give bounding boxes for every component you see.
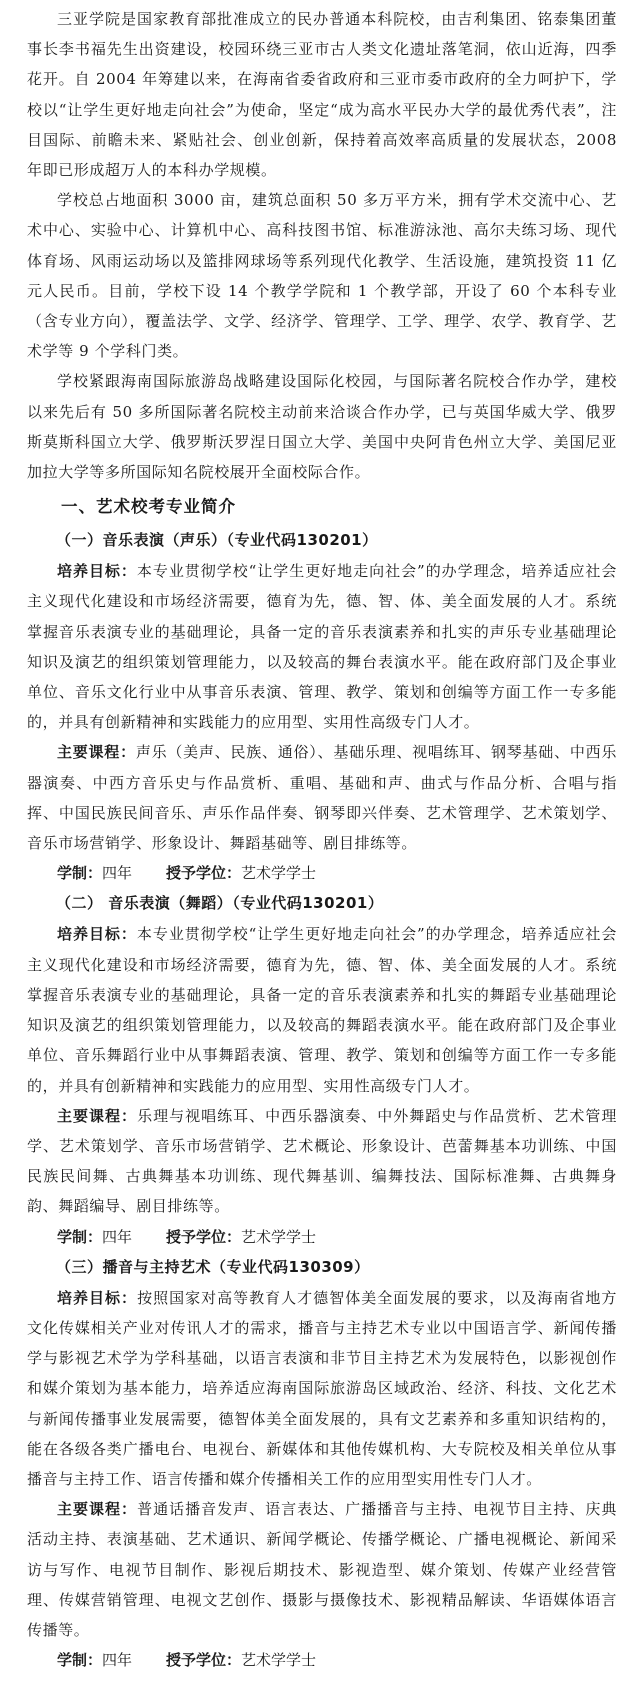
- major-title: （三）播音与主持艺术（专业代码130309）: [56, 1257, 370, 1276]
- duration-value: 四年: [102, 1651, 133, 1670]
- document-page: [27, 4, 617, 1675]
- duration-value: 四年: [102, 864, 133, 883]
- courses-text: 声乐（美声、民族、通俗）、基础乐理、视唱练耳、钢琴基础、中西乐器演奏、中西方音乐史与作品赏析、重唱、基础和声、曲式与作品分析、合唱与指挥、中国民族民间音乐、声乐作品伴奏、钢琴即兴伴奏、艺术管理学、艺术策划学、音乐市场营销学、形象设计、舞蹈基础等、剧目排练等。: [27, 743, 617, 853]
- courses-label: 主要课程：: [57, 1500, 138, 1519]
- courses-text: 普通话播音发声、语言表达、广播播音与主持、电视节目主持、庆典活动主持、表演基础、艺术通识、新闻学概论、传播学概论、广播电视概论、新闻采访与写作、电视节目制作、影视后期技术、影视造型、媒介策划、传媒产业经营管理、传媒营销管理、电视文艺创作、摄影与摄像技术、影视精品解读、华语媒体语言传播等。: [27, 1500, 617, 1639]
- duration-label: 学制：: [57, 1227, 103, 1246]
- degree-label: 授予学位：: [166, 864, 242, 883]
- goal-text: 本专业贯彻学校“让学生更好地走向社会”的办学理念，培养适应社会主义现代化建设和市场经济需要，德育为先，德、智、体、美全面发展的人才。系统掌握音乐表演专业的基础理论，具备一定的音乐表演素养和扎实的舞蹈专业基础理论知识及演艺的组织策划管理能力，以及较高的舞蹈表演水平。能在政府部门及企事业单位、音乐舞蹈行业中从事舞蹈表演、管理、教学、策划和创编等方面工作一专多能的，并具有创新精神和实践能力的应用型、实用性高级专门人才。: [27, 925, 617, 1095]
- major-courses: [27, 1101, 617, 1222]
- major-meta: [27, 858, 617, 888]
- goal-label: 培养目标：: [57, 1288, 138, 1307]
- intro-paragraph-3: 学校紧跟海南国际旅游岛战略建设国际化校园，与国际著名院校合作办学，建校以来先后有 50 多所国际著名院校主动前来洽谈合作办学，已与英国华威大学、俄罗斯莫斯科国立大学、俄罗斯沃罗涅日国立大学、美国中央阿肯色州立大学、美国尼亚加拉大学等多所国际知名院校展开全面校际合作。: [27, 372, 617, 482]
- courses-label: 主要课程：: [57, 1106, 138, 1125]
- major-courses: [27, 1494, 617, 1645]
- section-title: 一、艺术校考专业简介: [61, 497, 236, 517]
- goal-label: 培养目标：: [57, 562, 137, 581]
- degree-value: 艺术学学士: [241, 1651, 317, 1670]
- major-title: （一）音乐表演（声乐）（专业代码130201）: [56, 531, 378, 550]
- goal-text: 按照国家对高等教育人才德智体美全面发展的要求，以及海南省地方文化传媒相关产业对传讯人才的需求，播音与主持艺术专业以中国语言学、新闻传播学与影视艺术学为学科基础，以语言表演和非节目主持艺术为发展特色，以影视创作和媒介策划为基本能力，培养适应海南国际旅游岛区域政治、经济、科技、文化艺术与新闻传播事业发展需要，德智体美全面发展的，具有文艺素养和多重知识结构的，能在各级各类广播电台、电视台、新媒体和其他传媒机构、大专院校及相关单位从事播音与主持工作、语言传播和媒介传播相关工作的应用型实用性专门人才。: [27, 1288, 617, 1488]
- duration-value: 四年: [102, 1227, 133, 1246]
- major-title: （二） 音乐表演（舞蹈）（专业代码130201）: [56, 894, 384, 913]
- goal-text: 本专业贯彻学校“让学生更好地走向社会”的办学理念，培养适应社会主义现代化建设和市场经济需要，德育为先，德、智、体、美全面发展的人才。系统掌握音乐表演专业的基础理论，具备一定的音乐表演素养和扎实的声乐专业基础理论知识及演艺的组织策划管理能力，以及较高的舞台表演水平。能在政府部门及企事业单位、音乐文化行业中从事音乐表演、管理、教学、策划和创编等方面工作一专多能的，并具有创新精神和实践能力的应用型、实用性高级专门人才。: [27, 562, 617, 732]
- duration-label: 学制：: [57, 1651, 103, 1670]
- major-courses: [27, 737, 617, 858]
- degree-value: 艺术学学士: [241, 1227, 317, 1246]
- intro-paragraph-1: 三亚学院是国家教育部批准成立的民办普通本科院校，由吉利集团、铭泰集团董事长李书福先生出资建设，校园环绕三亚市古人类文化遗址落笔洞，依山近海，四季花开。自 2004 年筹建以来，在海南省委省政府和三亚市委市政府的全力呵护下，学校以“让学生更好地走向社会”为使命，坚定“成为高水平民办大学的最优秀代表”，注目国际、前瞻未来、紧贴社会、创业创新，保持着高效率高质量的发展状态，2008 年即已形成超万人的本科办学规模。: [27, 10, 617, 180]
- major-goal: [27, 1283, 617, 1494]
- goal-label: 培养目标：: [57, 925, 137, 944]
- major-goal: [27, 556, 617, 737]
- degree-label: 授予学位：: [166, 1651, 242, 1670]
- degree-value: 艺术学学士: [241, 864, 317, 883]
- courses-text: 乐理与视唱练耳、中西乐器演奏、中外舞蹈史与作品赏析、艺术管理学、艺术策划学、音乐市场营销学、艺术概论、形象设计、芭蕾舞基本功训练、中国民族民间舞、古典舞基本功训练、现代舞基训、编舞技法、国际标准舞、古典舞身韵、舞蹈编导、剧目排练等。: [27, 1106, 617, 1216]
- courses-label: 主要课程：: [57, 743, 136, 762]
- intro-paragraph-2: 学校总占地面积 3000 亩，建筑总面积 50 多万平方米，拥有学术交流中心、艺术中心、实验中心、计算机中心、高科技图书馆、标准游泳池、高尔夫练习场、现代体育场、风雨运动场以及篮排网球场等系列现代化教学、生活设施，建筑投资 11 亿元人民币。目前，学校下设 14 个教学学院和 1 个教学部，开设了 60 个本科专业（含专业方向），覆盖法学、文学、经济学、管理学、工学、理学、农学、教育学、艺术学等 9 个学科门类。: [27, 191, 617, 361]
- major-meta: [27, 1645, 617, 1675]
- major-goal: [27, 919, 617, 1100]
- major-meta: [27, 1222, 617, 1252]
- duration-label: 学制：: [57, 864, 103, 883]
- degree-label: 授予学位：: [166, 1227, 242, 1246]
